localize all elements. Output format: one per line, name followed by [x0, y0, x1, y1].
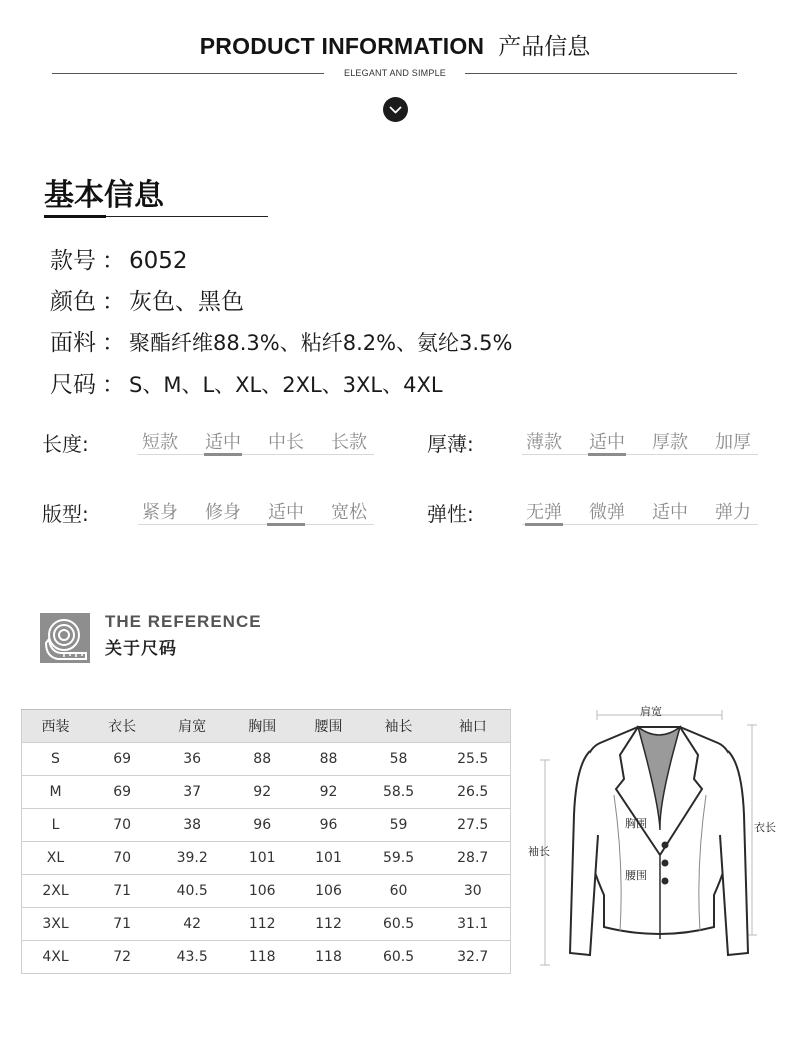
basic-info-title: 基本信息 — [44, 178, 164, 213]
table-cell: 59 — [362, 809, 436, 842]
info-separator: ： — [102, 289, 125, 315]
table-cell: 72 — [89, 941, 155, 974]
table-row — [22, 875, 511, 908]
table-cell: 96 — [295, 809, 361, 842]
table-row — [22, 842, 511, 875]
table-row — [22, 908, 511, 941]
table-cell: 38 — [155, 809, 229, 842]
table-cell: 25.5 — [435, 743, 510, 776]
attribute-option: 紧身 — [142, 502, 178, 523]
table-cell: 69 — [89, 743, 155, 776]
title-cn: 产品信息 — [498, 34, 591, 60]
info-separator: ： — [102, 330, 125, 356]
table-row — [22, 776, 511, 809]
table-header-cell: 胸围 — [229, 710, 295, 743]
table-cell: 37 — [155, 776, 229, 809]
tape-measure-icon — [40, 613, 90, 663]
attribute-label: 弹性: — [427, 502, 474, 526]
table-cell: M — [22, 776, 89, 809]
attribute-option: 适中 — [268, 502, 304, 523]
info-row-fabric — [50, 324, 512, 357]
table-header-cell: 衣长 — [89, 710, 155, 743]
table-row — [22, 743, 511, 776]
table-cell: 88 — [229, 743, 295, 776]
attribute-option: 宽松 — [331, 502, 367, 523]
attribute-option: 适中 — [589, 432, 625, 453]
table-cell: 3XL — [22, 908, 89, 941]
table-cell: S — [22, 743, 89, 776]
jacket-diagram — [520, 695, 790, 985]
header-title — [0, 28, 790, 61]
info-row-style-number — [50, 242, 188, 275]
table-cell: 88 — [295, 743, 361, 776]
size-table — [21, 709, 511, 974]
table-cell: 70 — [89, 809, 155, 842]
jacket-illustration — [520, 695, 790, 985]
info-row-size — [50, 366, 443, 399]
table-header-cell: 袖口 — [435, 710, 510, 743]
info-label: 尺码 — [50, 372, 96, 398]
table-cell: 101 — [295, 842, 361, 875]
table-cell: 118 — [229, 941, 295, 974]
attribute-selected-indicator — [267, 523, 305, 526]
reference-title-en: THE REFERENCE — [105, 612, 262, 631]
attribute-selected-indicator — [588, 453, 626, 456]
table-cell: 101 — [229, 842, 295, 875]
table-cell: 70 — [89, 842, 155, 875]
table-cell: 28.7 — [435, 842, 510, 875]
table-cell: 32.7 — [435, 941, 510, 974]
table-cell: 4XL — [22, 941, 89, 974]
attribute-option: 适中 — [205, 432, 241, 453]
table-cell: 26.5 — [435, 776, 510, 809]
diagram-label-shoulder: 肩宽 — [640, 705, 662, 718]
info-value: S、M、L、XL、2XL、3XL、4XL — [129, 373, 443, 397]
attribute-option: 微弹 — [589, 502, 625, 523]
info-separator: ： — [102, 372, 125, 398]
reference-title-cn: 关于尺码 — [105, 639, 177, 659]
title-en: PRODUCT INFORMATION — [199, 33, 485, 59]
table-cell: 58 — [362, 743, 436, 776]
table-cell: 60.5 — [362, 908, 436, 941]
basic-info-rule-accent — [44, 215, 106, 218]
table-cell: 40.5 — [155, 875, 229, 908]
table-cell: 92 — [229, 776, 295, 809]
table-header-cell: 西装 — [22, 710, 89, 743]
info-separator: ： — [102, 248, 125, 274]
diagram-label-sleeve: 袖长 — [528, 845, 550, 858]
table-cell: 71 — [89, 875, 155, 908]
table-header-cell: 袖长 — [362, 710, 436, 743]
attribute-track — [522, 454, 758, 455]
attribute-label: 厚薄: — [427, 432, 474, 456]
attribute-selected-indicator — [204, 453, 242, 456]
attribute-label: 版型: — [42, 502, 89, 526]
table-cell: 58.5 — [362, 776, 436, 809]
attribute-option: 短款 — [142, 432, 178, 453]
table-header-cell: 腰围 — [295, 710, 361, 743]
info-label: 面料 — [50, 330, 96, 356]
diagram-label-length: 衣长 — [754, 821, 776, 834]
info-label: 款号 — [50, 248, 96, 274]
info-row-color — [50, 283, 244, 316]
table-row — [22, 941, 511, 974]
attribute-label: 长度: — [42, 432, 89, 456]
table-cell: 60.5 — [362, 941, 436, 974]
attribute-option: 加厚 — [715, 432, 751, 453]
attribute-option: 中长 — [268, 432, 304, 453]
table-cell: 27.5 — [435, 809, 510, 842]
info-value: 聚酯纤维88.3%、粘纤8.2%、氨纶3.5% — [129, 331, 513, 355]
table-cell: 69 — [89, 776, 155, 809]
table-cell: L — [22, 809, 89, 842]
table-header-row — [22, 710, 511, 743]
table-cell: 43.5 — [155, 941, 229, 974]
diagram-label-chest: 胸围 — [625, 817, 647, 830]
table-cell: 92 — [295, 776, 361, 809]
attribute-track — [138, 524, 374, 525]
header-rule-right — [465, 73, 737, 74]
table-cell: 42 — [155, 908, 229, 941]
attribute-option: 适中 — [652, 502, 688, 523]
chevron-down-icon[interactable] — [383, 97, 408, 122]
table-cell: XL — [22, 842, 89, 875]
table-cell: 30 — [435, 875, 510, 908]
table-cell: 118 — [295, 941, 361, 974]
table-cell: 106 — [295, 875, 361, 908]
attribute-option: 薄款 — [526, 432, 562, 453]
table-cell: 31.1 — [435, 908, 510, 941]
table-cell: 112 — [229, 908, 295, 941]
table-cell: 60 — [362, 875, 436, 908]
table-header-cell: 肩宽 — [155, 710, 229, 743]
table-cell: 36 — [155, 743, 229, 776]
table-cell: 112 — [295, 908, 361, 941]
table-row — [22, 809, 511, 842]
table-cell: 71 — [89, 908, 155, 941]
attribute-option: 厚款 — [652, 432, 688, 453]
attribute-track — [138, 454, 374, 455]
table-cell: 39.2 — [155, 842, 229, 875]
attribute-option: 长款 — [331, 432, 367, 453]
attribute-option: 弹力 — [715, 502, 751, 523]
attribute-option: 无弹 — [526, 502, 562, 523]
attribute-option: 修身 — [205, 502, 241, 523]
header-subtitle: ELEGANT AND SIMPLE — [344, 68, 446, 78]
info-label: 颜色 — [50, 289, 96, 315]
diagram-label-waist: 腰围 — [625, 869, 647, 882]
table-cell: 106 — [229, 875, 295, 908]
attribute-selected-indicator — [525, 523, 563, 526]
info-value: 灰色、黑色 — [129, 289, 244, 315]
info-value: 6052 — [129, 248, 188, 274]
table-cell: 2XL — [22, 875, 89, 908]
table-cell: 96 — [229, 809, 295, 842]
table-cell: 59.5 — [362, 842, 436, 875]
header-rule-left — [52, 73, 324, 74]
